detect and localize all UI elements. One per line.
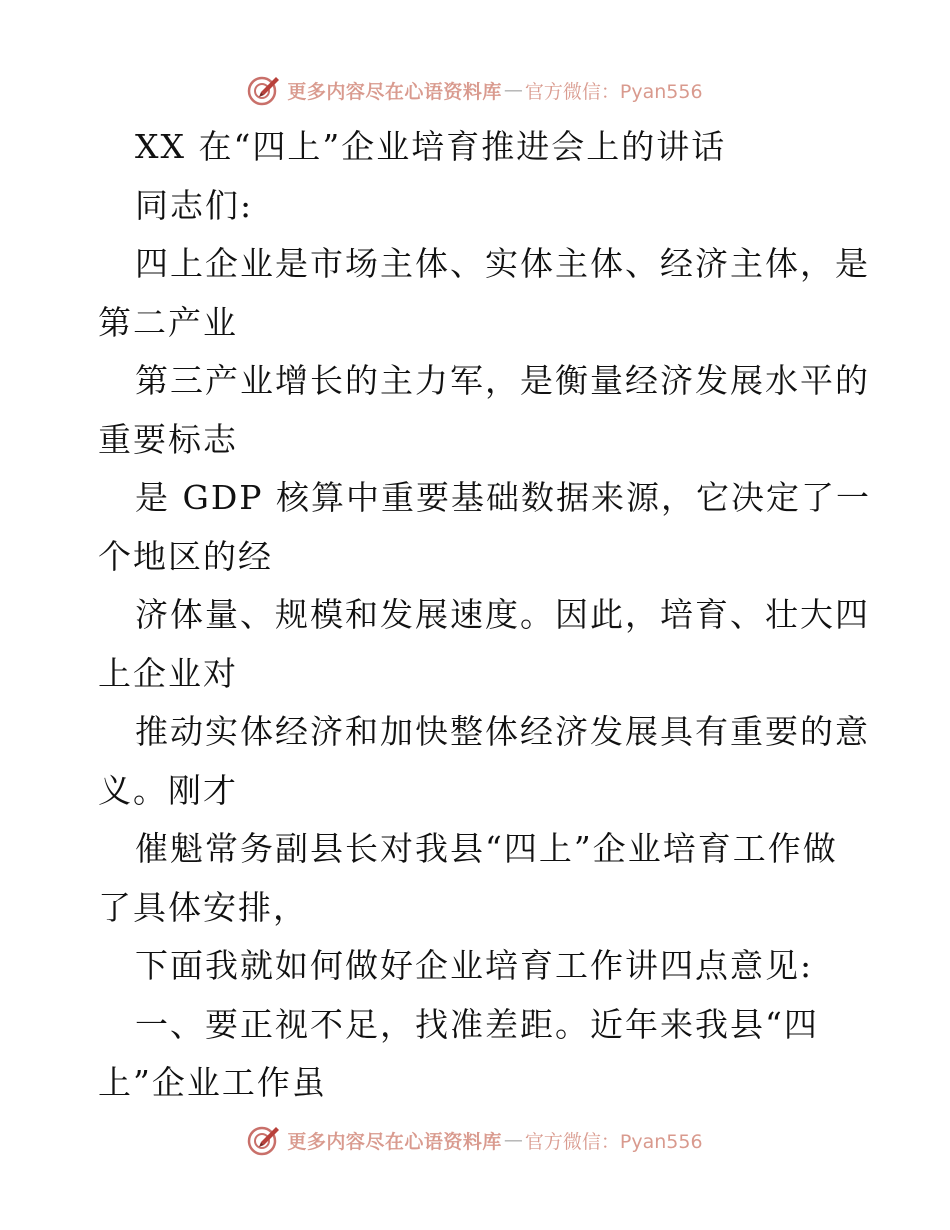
watermark-right-text: 官方微信：Pyan556 bbox=[524, 1130, 703, 1153]
text-line: 个地区的经 bbox=[98, 536, 273, 576]
document-body bbox=[98, 118, 872, 1113]
text-line: 济体量、规模和发展速度。因此，培育、壮大四 bbox=[135, 595, 870, 634]
text-line: 第三产业增长的主力军，是衡量经济发展水平的 bbox=[135, 361, 870, 400]
text-line: 义。刚才 bbox=[98, 770, 238, 810]
pen-logo-icon bbox=[247, 1123, 281, 1157]
text-line: 下面我就如何做好企业培育工作讲四点意见: bbox=[135, 946, 814, 985]
watermark-header bbox=[0, 68, 950, 112]
text-line: 一、要正视不足，找准差距。近年来我县“四 bbox=[135, 1004, 819, 1044]
text-line: 是 GDP 核算中重要基础数据来源，它决定了一 bbox=[135, 478, 872, 517]
text-line: 催魁常务副县长对我县“四上”企业培育工作做 bbox=[135, 829, 838, 868]
text-line: 上”企业工作虽 bbox=[98, 1063, 327, 1102]
text-line: 上企业对 bbox=[98, 653, 238, 693]
watermark-separator: — bbox=[503, 79, 523, 101]
watermark-footer bbox=[0, 1118, 950, 1162]
watermark-left-text: 更多内容尽在心语资料库 bbox=[287, 80, 502, 103]
pen-logo-icon bbox=[247, 73, 281, 107]
text-line: 推动实体经济和加快整体经济发展具有重要的意 bbox=[135, 712, 870, 751]
text-line: 重要标志 bbox=[98, 419, 238, 459]
text-line: 第二产业 bbox=[98, 302, 238, 342]
text-line: 四上企业是市场主体、实体主体、经济主体，是 bbox=[135, 244, 870, 283]
document-title: XX 在“四上”企业培育推进会上的讲话 bbox=[135, 127, 727, 166]
watermark-right-text: 官方微信：Pyan556 bbox=[524, 80, 703, 103]
salutation: 同志们: bbox=[135, 185, 254, 225]
watermark-left-text: 更多内容尽在心语资料库 bbox=[287, 1130, 502, 1153]
watermark-separator: — bbox=[503, 1129, 523, 1151]
text-line: 了具体安排， bbox=[98, 887, 308, 927]
